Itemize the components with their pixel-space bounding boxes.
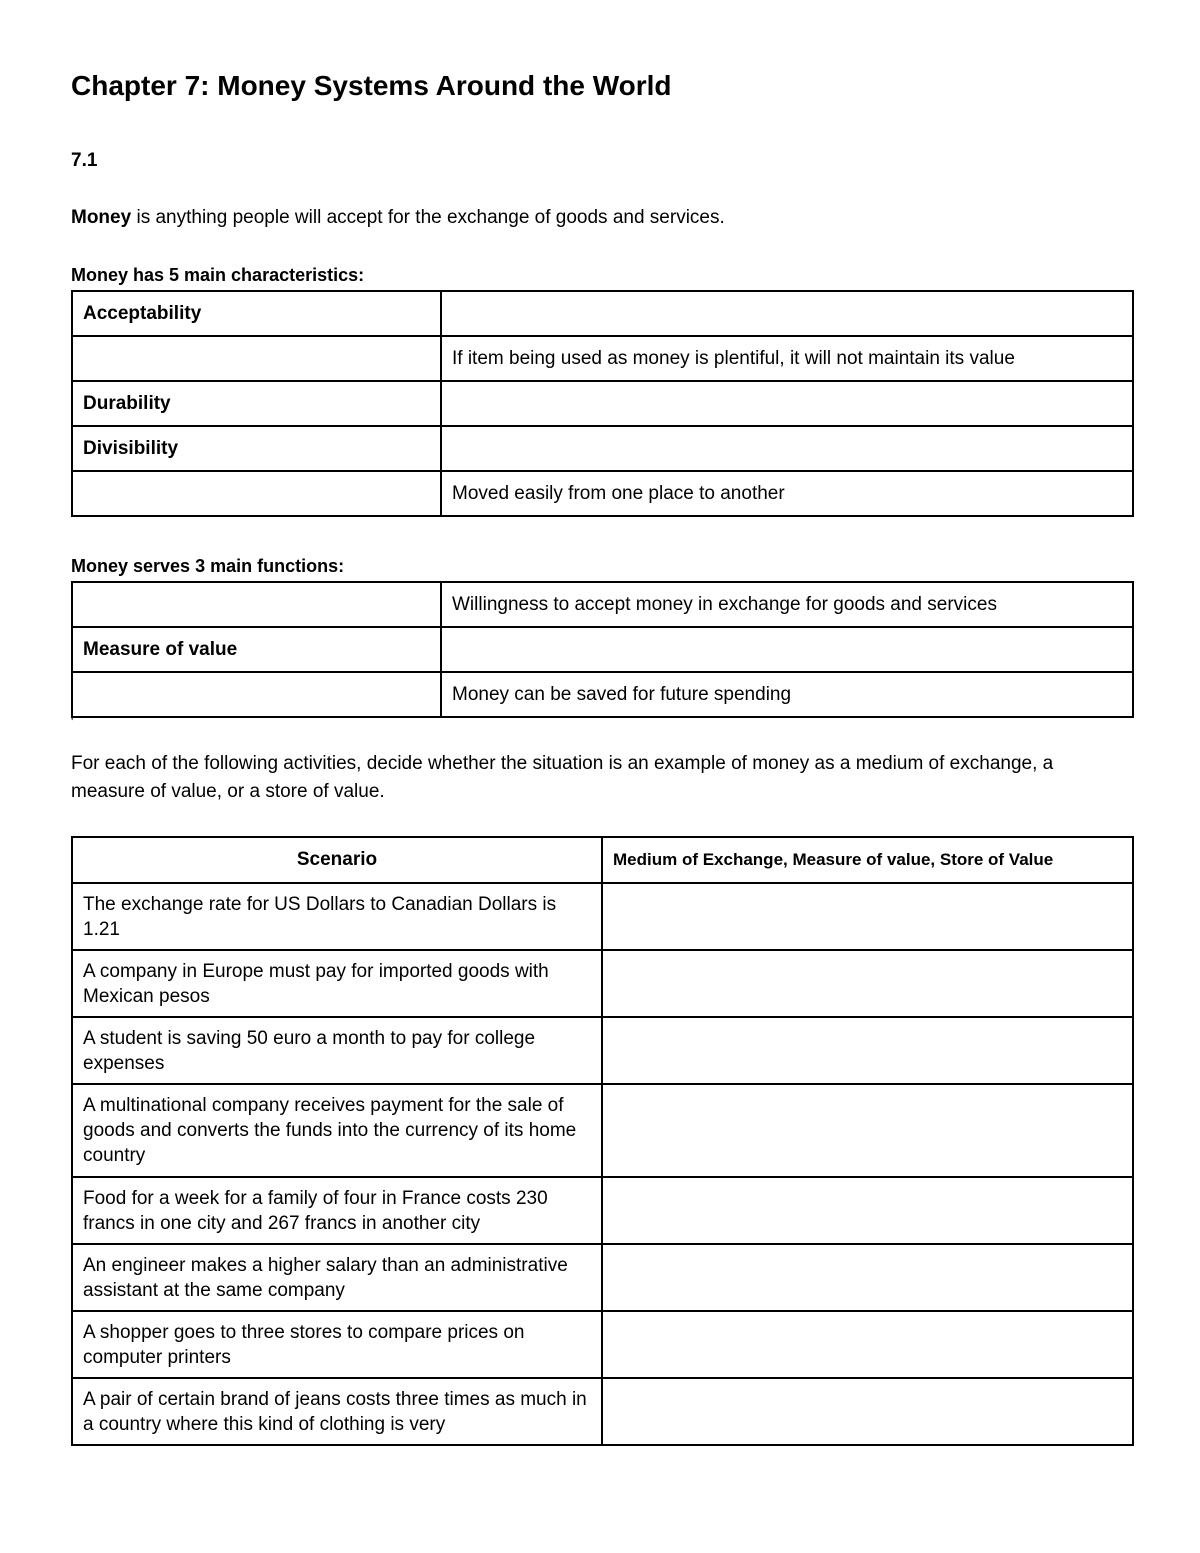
table-row xyxy=(72,471,1133,516)
function-description[interactable] xyxy=(441,627,1133,672)
answer-cell[interactable] xyxy=(602,1084,1133,1177)
scenario-cell: A shopper goes to three stores to compare prices on computer printers xyxy=(72,1311,602,1378)
characteristic-description[interactable] xyxy=(441,381,1133,426)
answer-cell[interactable] xyxy=(602,1378,1133,1445)
scenario-cell: A pair of certain brand of jeans costs three times as much in a country where this kind of clothing is very xyxy=(72,1378,602,1445)
characteristic-description[interactable] xyxy=(441,291,1133,336)
answer-cell[interactable] xyxy=(602,883,1133,950)
characteristic-description: If item being used as money is plentiful, it will not maintain its value xyxy=(441,336,1133,381)
functions-heading: Money serves 3 main functions: xyxy=(71,556,345,576)
characteristic-label: Divisibility xyxy=(72,426,441,471)
answer-cell[interactable] xyxy=(602,1177,1133,1244)
functions-table xyxy=(71,581,1134,718)
table-row xyxy=(72,1017,1133,1084)
definition-text: is anything people will accept for the exchange of goods and services. xyxy=(131,207,725,228)
table-row xyxy=(72,672,1133,717)
answer-cell[interactable] xyxy=(602,1311,1133,1378)
table-row xyxy=(72,1311,1133,1378)
table-row xyxy=(72,336,1133,381)
table-row xyxy=(72,1244,1133,1311)
scenario-cell: A company in Europe must pay for imported goods with Mexican pesos xyxy=(72,950,602,1017)
page-title: Chapter 7: Money Systems Around the World xyxy=(71,70,672,101)
answer-column-header: Medium of Exchange, Measure of value, Store of Value xyxy=(602,837,1133,883)
characteristic-label[interactable] xyxy=(72,471,441,516)
instructions: For each of the following activities, decide whether the situation is an example of money as a medium of exchange, a measure of value, or a store of value. xyxy=(71,753,1054,802)
section-number: 7.1 xyxy=(71,150,98,171)
scenario-cell: The exchange rate for US Dollars to Canadian Dollars is 1.21 xyxy=(72,883,602,950)
table-row xyxy=(72,1378,1133,1445)
characteristic-label: Acceptability xyxy=(72,291,441,336)
answer-cell[interactable] xyxy=(602,1244,1133,1311)
scenario-cell: A multinational company receives payment for the sale of goods and converts the funds into the currency of its home country xyxy=(72,1084,602,1177)
table-header-row xyxy=(72,837,1133,883)
function-label: Measure of value xyxy=(72,627,441,672)
characteristic-description: Moved easily from one place to another xyxy=(441,471,1133,516)
scenario-cell: Food for a week for a family of four in France costs 230 francs in one city and 267 francs in another city xyxy=(72,1177,602,1244)
answer-cell[interactable] xyxy=(602,950,1133,1017)
table-row xyxy=(72,883,1133,950)
table-row xyxy=(72,1177,1133,1244)
scenario-column-header: Scenario xyxy=(72,837,602,883)
table-row xyxy=(72,291,1133,336)
function-label[interactable] xyxy=(72,582,441,627)
characteristics-heading: Money has 5 main characteristics: xyxy=(71,265,365,285)
answer-cell[interactable] xyxy=(602,1017,1133,1084)
characteristics-table xyxy=(71,290,1134,517)
table-row xyxy=(72,1084,1133,1177)
function-description: Money can be saved for future spending xyxy=(441,672,1133,717)
function-description: Willingness to accept money in exchange for goods and services xyxy=(441,582,1133,627)
scenario-cell: A student is saving 50 euro a month to pay for college expenses xyxy=(72,1017,602,1084)
scenario-cell: An engineer makes a higher salary than an administrative assistant at the same company xyxy=(72,1244,602,1311)
table-row xyxy=(72,426,1133,471)
table-row xyxy=(72,381,1133,426)
scenario-table xyxy=(71,836,1134,1446)
table-row xyxy=(72,627,1133,672)
table-row xyxy=(72,582,1133,627)
characteristic-description[interactable] xyxy=(441,426,1133,471)
characteristic-label: Durability xyxy=(72,381,441,426)
function-label[interactable] xyxy=(72,672,441,717)
definition-term: Money xyxy=(71,207,132,228)
table-row xyxy=(72,950,1133,1017)
characteristic-label[interactable] xyxy=(72,336,441,381)
money-definition xyxy=(71,207,725,229)
stray-mark: ' xyxy=(71,715,74,729)
